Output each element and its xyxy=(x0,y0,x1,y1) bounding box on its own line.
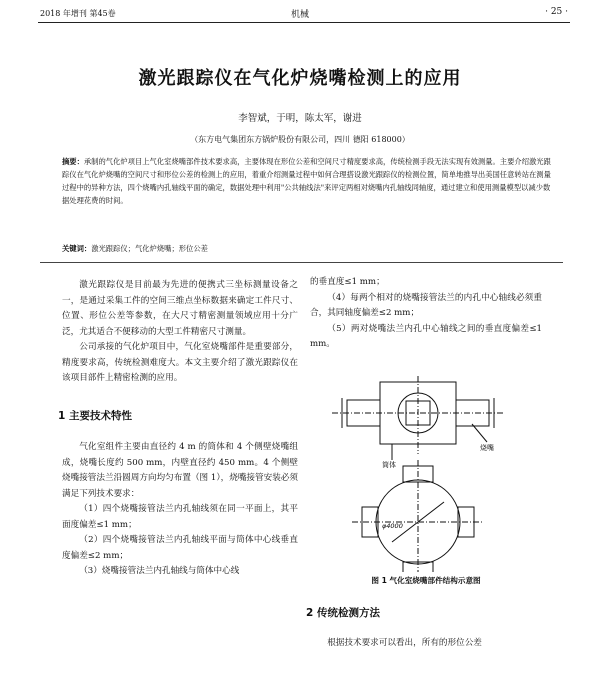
keywords xyxy=(62,242,552,255)
page-number: · 25 · xyxy=(545,7,568,17)
label-shell: 筒体 xyxy=(382,461,396,469)
requirement-3: （3）烧嘴接管法兰内孔轴线与筒体中心线 xyxy=(79,566,240,576)
section-1-paragraph: 气化室组件主要由直径约 4 m 的筒体和 4 个侧壁烧嘴组成，烧嘴长度约 500 mm，内壁直径约 450 mm。4 个侧壁烧嘴接管法兰沿圆周方向均匀布置（图 1），烧嘴接管安装必须满足下列技术要求： xyxy=(62,442,298,499)
journal-name: 机械 xyxy=(290,10,309,20)
author-list: 李智斌，于明，陈太军，谢进 xyxy=(238,113,362,124)
issue-info: 2018 年增刊 第45卷 xyxy=(40,9,116,18)
section-2-title: 2 传统检测方法 xyxy=(306,607,380,619)
keywords-text: 激光跟踪仪；气化炉烧嘴；形位公差 xyxy=(91,244,208,253)
keywords-label: 关键词： xyxy=(62,244,92,253)
abstract-text: 承制的气化炉项目上气化室烧嘴部件技术要求高，主要体现在形位公差和空间尺寸精度要求高，传统检测手段无法实现有效测量。主要介绍激光跟踪仪在气化炉烧嘴的空间尺寸和形位公差的检测上的应用，着重介绍测量过程中如何合理搭设激光跟踪仪的检测位置，简单地推导出美国任意转站在测量过程中的异种方法，四个烧嘴内孔轴线平面的确定，数据处理中利用"公共轴线法"来评定两相对烧嘴内孔轴线同轴度，通过建立和使用测量模型以减少数据处理花费的时间。 xyxy=(62,157,551,205)
abstract xyxy=(62,155,552,207)
figure-1-caption: 图 1 气化室烧嘴部件结构示意图 xyxy=(371,576,481,585)
affiliation: （东方电气集团东方锅炉股份有限公司，四川 德阳 618000） xyxy=(190,135,410,144)
section-1-title: 1 主要技术特性 xyxy=(58,409,132,422)
requirement-2: （2）四个烧嘴接管法兰内孔轴线平面与筒体中心线垂直度偏差≤2 mm； xyxy=(62,535,298,561)
left-column xyxy=(58,278,298,580)
paper-title: 激光跟踪仪在气化炉烧嘴检测上的应用 xyxy=(138,68,462,89)
requirement-5: （5）两对烧嘴法兰内孔中心轴线之间的垂直度偏差≤1 mm。 xyxy=(310,323,542,349)
right-column-top xyxy=(310,275,542,353)
label-nozzle: 烧嘴 xyxy=(480,444,494,452)
figure-1-diagram xyxy=(322,372,538,572)
header-rule xyxy=(38,22,570,23)
intro-paragraph-1: 激光跟踪仪是目前最为先进的便携式三坐标测量设备之一，是通过采集工件的空间三维点坐标数据来确定工件尺寸、位置、形位公差等参数，在大尺寸精密测量领域应用十分广泛，尤其适合不便移动的大型工件精密尺寸测量。 xyxy=(62,280,298,337)
requirement-3-continuation: 的垂直度≤1 mm； xyxy=(310,277,385,287)
requirement-4: （4）每两个相对的烧嘴接管法兰的内孔中心轴线必须重合，其同轴度偏差≤2 mm； xyxy=(310,292,542,318)
section-2-paragraph-wrap xyxy=(310,636,542,652)
intro-paragraph-2: 公司承接的气化炉项目中，气化室烧嘴部件是重要部分，精度要求高，传统检测难度大。本文主要介绍了激光跟踪仪在该项目部件上精密检测的应用。 xyxy=(62,342,298,383)
abstract-label: 摘要： xyxy=(62,157,84,166)
label-diameter: φ4000 xyxy=(382,522,403,530)
section-2-paragraph: 根据技术要求可以看出，所有的形位公差 xyxy=(327,638,482,648)
requirement-1: （1）四个烧嘴接管法兰内孔轴线须在同一平面上，其平面度偏差≤1 mm； xyxy=(62,504,298,530)
abstract-rule xyxy=(40,262,563,263)
